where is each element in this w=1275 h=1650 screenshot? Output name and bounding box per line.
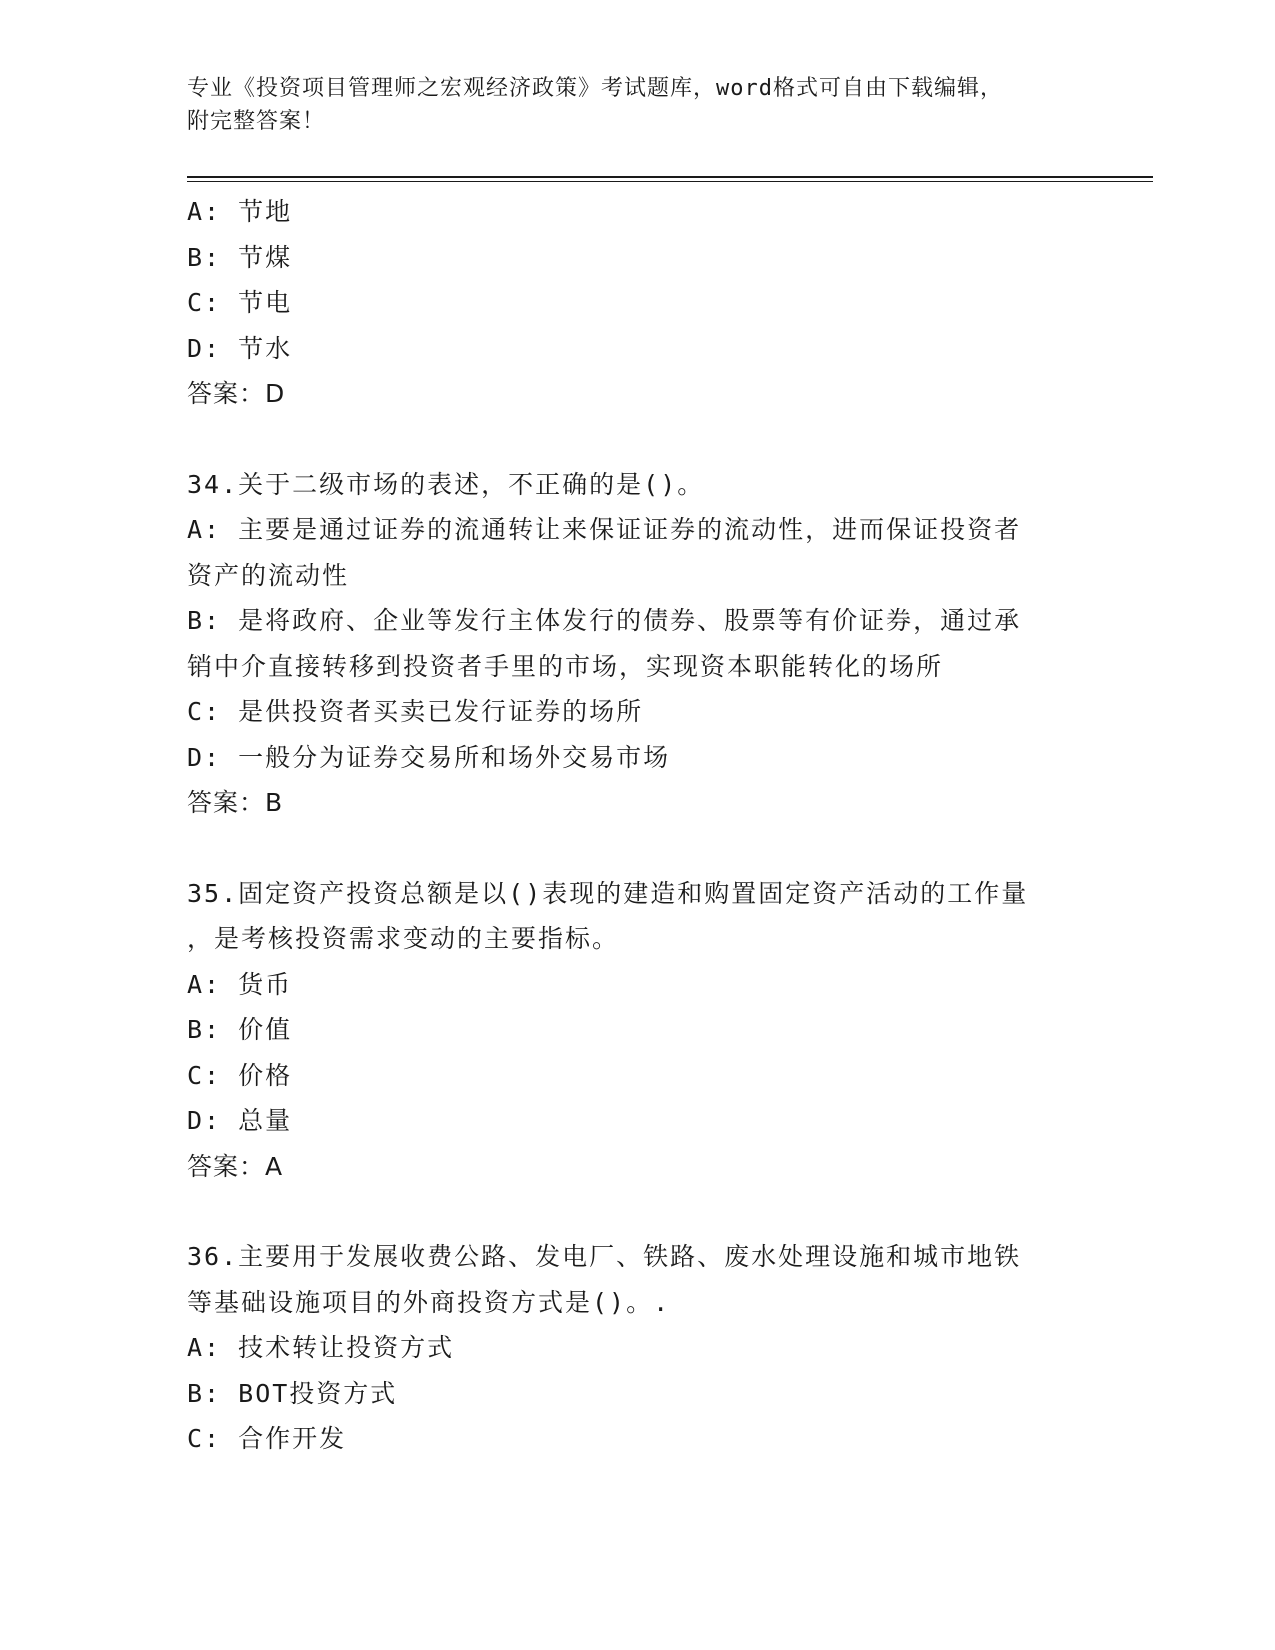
option-c: C: 是供投资者买卖已发行证券的场所 (187, 697, 644, 726)
header-divider-thin (187, 181, 1153, 182)
question-spacer (187, 826, 1077, 871)
option-d: D: 总量 (187, 1106, 293, 1135)
header-line-2: 附完整答案！ (187, 109, 326, 134)
question-33-tail (187, 189, 1077, 417)
option-b-line-1: B: 是将政府、企业等发行主体发行的债券、股票等有价证券，通过承 (187, 606, 1022, 635)
question-spacer (187, 1189, 1077, 1234)
option-c: C: 合作开发 (187, 1424, 347, 1453)
option-b-line-2: 销中介直接转移到投资者手里的市场，实现资本职能转化的场所 (187, 651, 944, 681)
answer: 答案：A (187, 1151, 284, 1181)
header-divider-thick (187, 176, 1153, 178)
option-a: A: 技术转让投资方式 (187, 1333, 455, 1362)
option-d: D: 节水 (187, 333, 293, 363)
header-line-1: 专业《投资项目管理师之宏观经济政策》考试题库，word格式可自由下载编辑， (187, 76, 1003, 101)
answer: 答案：D (187, 379, 286, 408)
option-b: B: 价值 (187, 1015, 293, 1044)
question-35 (187, 871, 1077, 1190)
question-text-line-2: ，是考核投资需求变动的主要指标。 (187, 924, 620, 953)
option-b: B: BOT投资方式 (187, 1378, 398, 1408)
question-list (187, 189, 1077, 1462)
option-b: B: 节煤 (187, 242, 293, 272)
option-a-line-1: A: 主要是通过证券的流通转让来保证证券的流动性，进而保证投资者 (187, 515, 1022, 544)
question-text-line-1: 36.主要用于发展收费公路、发电厂、铁路、废水处理设施和城市地铁 (187, 1242, 1022, 1271)
option-c: C: 节电 (187, 288, 293, 317)
option-c: C: 价格 (187, 1060, 293, 1090)
question-34 (187, 462, 1077, 826)
option-a: A: 货币 (187, 969, 293, 999)
question-text: 34.关于二级市场的表述，不正确的是()。 (187, 469, 705, 499)
question-36 (187, 1234, 1077, 1462)
question-text-line-1: 35.固定资产投资总额是以()表现的建造和购置固定资产活动的工作量 (187, 878, 1029, 908)
question-text-line-2: 等基础设施项目的外商投资方式是()。. (187, 1287, 671, 1317)
option-a: A: 节地 (187, 197, 293, 226)
option-d: D: 一般分为证券交易所和场外交易市场 (187, 742, 671, 772)
question-spacer (187, 417, 1077, 462)
answer: 答案：B (187, 788, 284, 817)
document-header (187, 72, 1087, 138)
option-a-line-2: 资产的流动性 (187, 560, 350, 590)
